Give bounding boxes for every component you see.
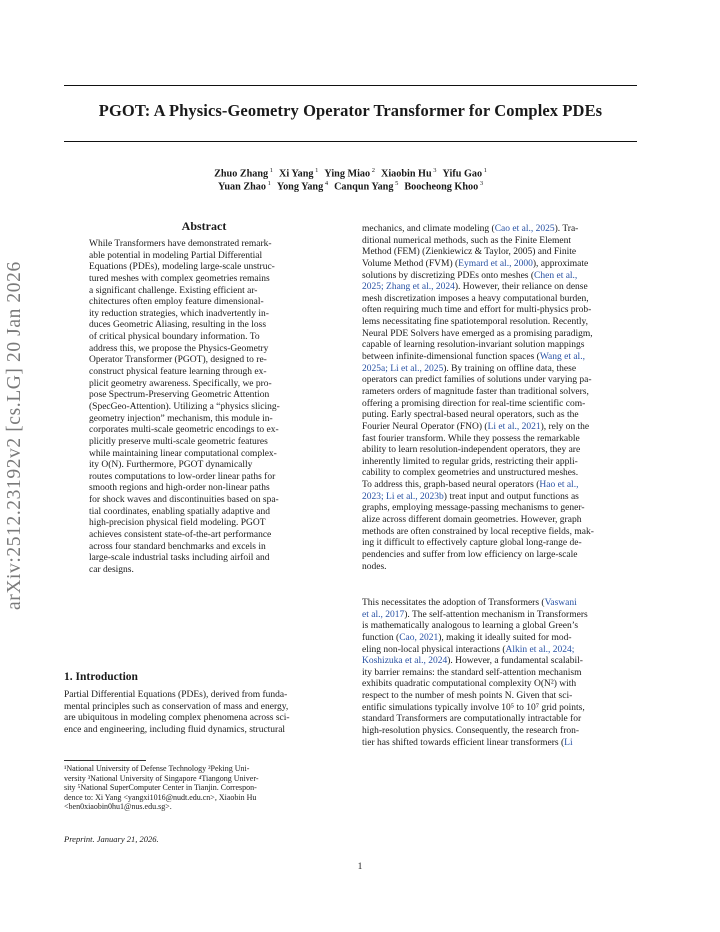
affiliation-marker: 1 [313, 167, 319, 174]
text-line: alize across different domain geometries. However, graph [362, 515, 582, 526]
text-line: versity ³National University of Singapore ⁴Tiangong Univer- [64, 773, 259, 783]
text-line: geometry injection” mechanism, this module in- [89, 413, 273, 424]
text-line: routes computations to low-order linear paths for [89, 471, 276, 482]
text-line: While Transformers have demonstrated remark- [89, 239, 272, 249]
text-line: Neural PDE Solvers have emerged as a promising paradigm, [362, 328, 593, 339]
author-name: Boocheong Khoo $^3$ [404, 180, 484, 193]
author-name: Canqun Yang $^5$ [334, 180, 399, 193]
abstract-text [89, 239, 319, 577]
text-line: To address this, graph-based neural operators (Hao et al., [362, 480, 579, 491]
text-line: eling non-local physical interactions (Alkin et al., 2024; [362, 644, 575, 655]
text-line: smooth regions and high-order non-linear paths [89, 483, 270, 494]
intro-right-paragraph-1 [362, 224, 639, 573]
text-line: ¹National University of Defense Technology ²Peking Uni- [64, 764, 250, 773]
text-line: Volume Method (FVM) (Eymard et al., 2000), approximate [362, 258, 589, 269]
footnote-rule [64, 760, 146, 761]
text-line: rameters orders of magnitude faster than traditional solvers, [362, 386, 589, 397]
text-line: Operator Transformer (PGOT), designed to re- [89, 355, 267, 366]
affiliation-marker: 4 [323, 180, 329, 187]
text-line: large-scale industrial tasks including airfoil and [89, 553, 270, 564]
text-line: of critical physical boundary information. To [89, 332, 260, 343]
text-line: (SpecGeo-Attention). Utilizing a “physics slicing- [89, 401, 280, 412]
text-line: address this, we propose the Physics-Geometry [89, 343, 269, 354]
text-line: Koshizuka et al., 2024). However, a fundamental scalabil- [362, 656, 583, 667]
text-line: 2023; Li et al., 2023b) treat input and output functions as [362, 491, 579, 502]
text-line: lems necessitating fine spatiotemporal resolution. Recently, [362, 317, 589, 328]
text-line: tured meshes with complex geometries remains [89, 273, 270, 284]
author-row-1 [64, 167, 637, 179]
affiliation-marker: 1 [268, 167, 274, 174]
text-line: are ubiquitous in modeling complex phenomena across sci- [64, 713, 290, 724]
text-line: nodes. [362, 561, 387, 572]
author-name: Yong Yang $^4$ [276, 180, 329, 193]
text-line: tial coordinates, enabling spatially adaptive and [89, 506, 270, 517]
affiliation-marker: 2 [370, 167, 375, 174]
text-line: solutions by discretizing PDEs onto meshes (Chen et al., [362, 270, 578, 281]
text-line: between infinite-dimensional function spaces (Wang et al., [362, 352, 585, 363]
text-line: plicit geometry awareness. Specifically, we pro- [89, 378, 272, 389]
intro-left-text [64, 690, 344, 737]
text-line: duces Geometric Aliasing, resulting in the loss [89, 320, 267, 331]
author-name: Yuan Zhao $^1$ [217, 180, 271, 193]
text-line: Equations (PDEs), modeling large-scale unstruc- [89, 262, 275, 273]
preprint-date: Preprint. January 21, 2026. [64, 834, 159, 844]
text-line: ditional numerical methods, such as the Finite Element [362, 235, 571, 246]
affiliation-footnote [64, 764, 344, 812]
text-line: mechanics, and climate modeling (Cao et al., 2025). Tra- [362, 224, 579, 234]
text-line: entific simulations typically involve 10⁵ to 10⁷ grid points, [362, 702, 585, 713]
text-line: function (Cao, 2021), making it ideally suited for mod- [362, 632, 572, 643]
text-line: standard Transformers are computationally intractable for [362, 714, 582, 725]
text-line: fast fourier transform. While they possess the remarkable [362, 433, 580, 444]
text-line: Method (FEM) (Zienkiewicz & Taylor, 2005) and Finite [362, 247, 577, 258]
text-line: achieves consistent state-of-the-art performance [89, 530, 272, 541]
text-line: dence to: Xi Yang <yangxi1016@nudt.edu.cn>, Xiaobin Hu [64, 792, 257, 802]
title-bottom-rule [64, 141, 637, 142]
text-line: ity O(N). Furthermore, PGOT dynamically [89, 460, 253, 471]
text-line: <ben0xiaobin0hu1@nus.edu.sg>. [64, 802, 172, 812]
text-line: puting. Early spectral-based neural operators, such as the [362, 410, 579, 421]
text-line: ing it difficult to effectively capture global long-range de- [362, 538, 582, 549]
text-line: capable of learning resolution-invariant solution mappings [362, 340, 585, 351]
text-line: able potential in modeling Partial Differential [89, 250, 263, 261]
title-top-rule [64, 85, 637, 86]
text-line: pendencies and suffer from low efficiency on large-scale [362, 549, 578, 560]
text-line: high-resolution physics. Consequently, the research fron- [362, 726, 580, 737]
text-line: cability to complex geometries and unstructured meshes. [362, 468, 579, 479]
text-line: car designs. [89, 564, 134, 575]
text-line: offering a promising direction for real-time scientific com- [362, 398, 586, 409]
text-line: methods are often constrained by local receptive fields, mak- [362, 526, 594, 537]
author-name: Ying Miao $^2$ [324, 167, 375, 180]
text-line: pose Spectrum-Preserving Geometric Attention [89, 390, 270, 401]
abstract-heading: Abstract [181, 219, 227, 233]
text-line: operators can predict families of solutions under varying pa- [362, 375, 592, 386]
text-line: ity barrier remains: the standard self-attention mechanism [362, 667, 582, 678]
author-row-2 [64, 180, 637, 192]
text-line: chitectures often employ feature dimensional- [89, 297, 264, 308]
author-name: Zhuo Zhang $^1$ [214, 167, 274, 180]
affiliation-marker: 5 [393, 180, 399, 187]
paper-title: PGOT: A Physics-Geometry Operator Transformer for Complex PDEs [98, 101, 603, 120]
text-line: This necessitates the adoption of Transformers (Vaswani [362, 598, 577, 608]
text-line: 2025a; Li et al., 2025). By training on offline data, these [362, 363, 577, 374]
text-line: sity ⁵National SuperComputer Center in Tianjin. Correspon- [64, 783, 257, 793]
text-line: inherently limited to regular grids, restricting their appli- [362, 456, 578, 467]
text-line: mesh discretization imposes a heavy computational burden, [362, 293, 589, 304]
author-name: Xi Yang $^1$ [279, 167, 319, 180]
text-line: corporates multi-scale geometric encodings to ex- [89, 425, 279, 436]
text-line: plicitly preserve multi-scale geometric features [89, 436, 268, 447]
affiliation-marker: 3 [478, 180, 484, 187]
section-heading-introduction: 1. Introduction [64, 671, 138, 683]
text-line: Partial Differential Equations (PDEs), derived from funda- [64, 690, 288, 700]
text-line: for shock waves and discontinuities based on spa- [89, 495, 279, 506]
text-line: tier has shifted towards efficient linear transformers (Li [362, 737, 573, 748]
text-line: Fourier Neural Operator (FNO) (Li et al., 2021), rely on the [362, 421, 590, 432]
author-name: Xiaobin Hu $^3$ [380, 167, 437, 180]
text-line: graphs, employing message-passing mechanisms to gener- [362, 503, 585, 514]
intro-right-paragraph-2 [362, 598, 639, 749]
text-line: mental principles such as conservation of mass and energy, [64, 701, 289, 712]
text-line: construct physical feature learning through ex- [89, 367, 267, 378]
text-line: ence and engineering, including fluid dynamics, structural [64, 724, 286, 735]
text-line: often requiring much time and effort for multi-physics prob- [362, 305, 592, 316]
affiliation-marker: 1 [265, 180, 271, 187]
arxiv-identifier[interactable]: arXiv:2512.23192v2 [cs.LG] 20 Jan 2026 [4, 261, 25, 610]
affiliation-marker: 1 [482, 167, 487, 174]
author-name: Yifu Gao $^1$ [442, 167, 487, 180]
text-line: ability to learn resolution-independent operators, they are [362, 445, 581, 456]
text-line: while maintaining linear computational complex- [89, 448, 277, 459]
text-line: a significant challenge. Existing efficient ar- [89, 285, 258, 296]
text-line: respect to the number of mesh points N. Given that sci- [362, 691, 573, 702]
text-line: 2025; Zhang et al., 2024). However, their reliance on dense [362, 282, 588, 293]
page-number: 1 [357, 862, 363, 872]
text-line: across four standard benchmarks and excels in [89, 541, 266, 552]
text-line: et al., 2017). The self-attention mechanism in Transformers [362, 609, 588, 620]
text-line: exhibits quadratic computational complexity O(N²) with [362, 679, 577, 690]
text-line: high-precision physical field modeling. PGOT [89, 518, 266, 529]
text-line: ity reduction strategies, which inadvertently in- [89, 308, 269, 319]
text-line: is mathematically analogous to learning a global Green’s [362, 621, 579, 632]
affiliation-marker: 3 [431, 167, 437, 174]
